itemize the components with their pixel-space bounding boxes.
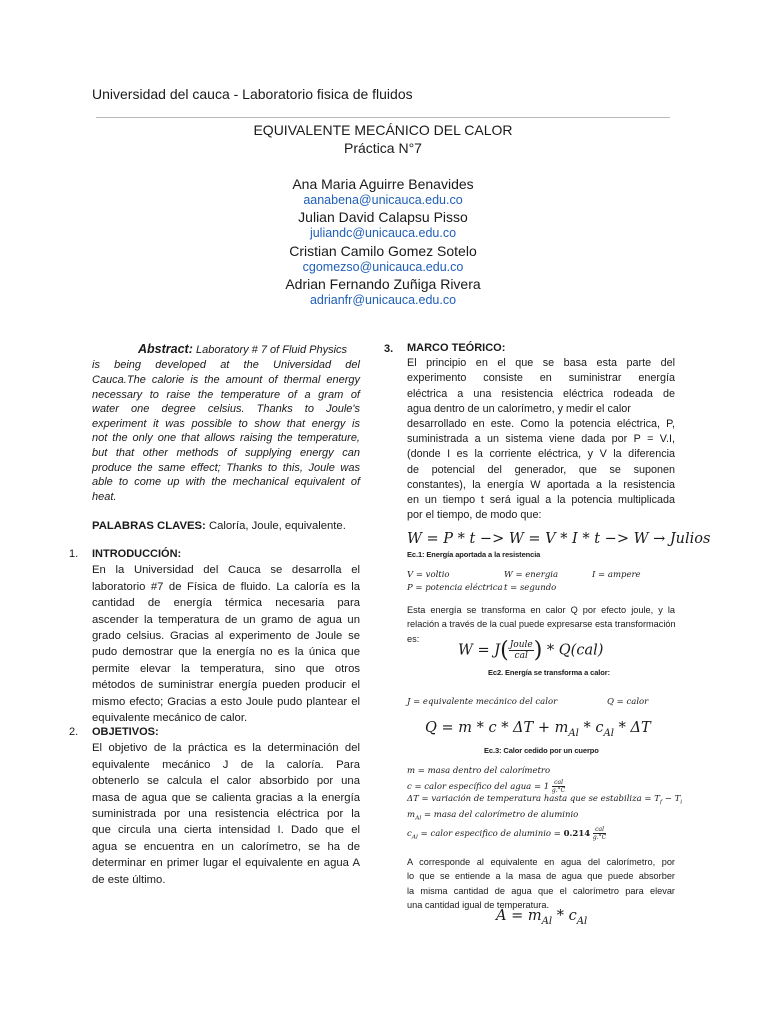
var-definition: I = ampere <box>592 570 641 580</box>
eq3-part: Q = m * c * ΔT + m <box>425 720 569 736</box>
para2-line: Esta energía se transforma en calor Q por efecto joule, y la <box>407 605 675 615</box>
abstract-line: but that other methods of supplying energy can <box>92 446 360 459</box>
eq4-sub: Al <box>541 915 553 927</box>
theory-paragraph-3 <box>407 855 675 913</box>
objectives-section <box>92 724 360 888</box>
var-definition: W = energia <box>504 570 559 580</box>
objectives-line: suministrada por una resistencia eléctrica por la <box>92 808 360 821</box>
abstract-line: necessary to raise the temperature of a gram of <box>92 388 360 401</box>
var-definition: c <box>407 829 412 839</box>
var-definition: P = potencia eléctrica <box>407 583 503 593</box>
author-name: Cristian Camilo Gomez Sotelo <box>289 243 477 259</box>
author-email-link[interactable]: juliandc@unicauca.edu.co <box>309 226 457 240</box>
theory-line: desarrollado en este. Como la potencia eléctrica, P, <box>407 418 675 431</box>
intro-line: laboratorio #7 de Física de fluido. La caloría es la <box>92 580 360 593</box>
subscript: i <box>680 798 683 806</box>
objectives-line: que circula una cierta intensidad I. Dado que el <box>92 824 360 837</box>
var-definition-row <box>407 810 578 822</box>
var-definition: V = voltio <box>407 570 450 580</box>
intro-line: pudo demostrar que la energía no es la única que <box>92 646 360 659</box>
author-name: Julian David Calapsu Pisso <box>298 209 468 225</box>
keywords-label: PALABRAS CLAVES: <box>92 520 206 532</box>
unit-fraction <box>552 779 565 794</box>
theory-line: de potencial del generador, que se suponen <box>407 463 675 476</box>
eq2-fraction <box>509 640 534 661</box>
eq4-part: A = m <box>496 908 542 924</box>
objectives-line: de este último. <box>92 873 166 886</box>
abstract-line: experiment it was possible to show that energy is <box>92 417 360 430</box>
para3-line: A corresponde al equivalente en agua del calorímetro, por <box>407 857 675 867</box>
var-definition: − T <box>662 794 681 804</box>
unit-bottom: g.°C <box>592 834 607 841</box>
subscript: Al <box>411 833 418 841</box>
equation-2: W = J( $\frac{\text{Joule}}{\text{cal}}$ ) * Q(cal) <box>458 638 604 663</box>
paper-title: EQUIVALENTE MECÁNICO DEL CALOR <box>253 122 513 138</box>
objectives-line: obtenerlo se calcula el calor absorbido por una <box>92 775 360 788</box>
theory-section <box>407 341 675 523</box>
objectives-line: equivalente mecánico J de la caloría. Para <box>92 758 360 771</box>
section-number: 3. <box>384 343 394 355</box>
theory-line: por el tiempo, de modo que: <box>407 509 542 522</box>
var-definition: t = segundo <box>504 583 557 593</box>
header-text: Universidad del cauca - Laboratorio fisica de fluidos <box>92 86 413 102</box>
abstract-line: Cauca.The calorie is the amount of thermal energy <box>92 374 360 386</box>
abstract-line: able to come up with the mechanical equivalent of <box>92 476 360 489</box>
intro-line: grado celsius. Gracias al experimento de Joule se <box>92 630 360 643</box>
equation-2-caption: Ec2. Energía se transforma a calor: <box>488 668 610 677</box>
para2-line: es: <box>407 633 420 644</box>
var-definition: J = equivalente mecánico del calor <box>407 697 558 707</box>
theory-line: eléctrica a una resistencia eléctrica rodeada de <box>407 387 675 400</box>
objectives-line: El objetivo de la práctica es la determinación del <box>92 742 360 755</box>
objectives-heading: OBJETIVOS: <box>92 726 159 738</box>
intro-line: mismo efecto; Gracias a esto Joule pudo plantear el <box>92 695 360 708</box>
eq2-left: W = J <box>458 642 501 659</box>
author-email-link[interactable]: adrianfr@unicauca.edu.co <box>309 293 457 307</box>
unit-fraction <box>593 826 606 841</box>
var-definition: m = masa dentro del calorímetro <box>407 766 551 776</box>
var-definition-row <box>407 826 606 841</box>
equation-4 <box>496 908 587 927</box>
theory-line: en un tiempo t será igual a la potencia multiplicada <box>407 494 675 507</box>
unit-top: cal <box>552 779 565 787</box>
theory-line: agua dentro de un calorímetro, y medir el calor <box>407 402 631 415</box>
equation-1: W = P * t −> W = V * I * t −> W → Julios <box>407 531 711 547</box>
author-name: Ana Maria Aguirre Benavides <box>292 176 474 192</box>
equation-1-caption: Ec.1: Energía aportada a la resistencia <box>407 550 541 559</box>
objectives-line: determinar en primer lugar el equivalente en agua A <box>92 857 360 870</box>
unit-top: cal <box>593 826 606 834</box>
intro-section <box>92 546 360 726</box>
theory-line: (donde I es la corriente eléctrica, y V la diferencia <box>407 448 675 461</box>
para3-line: una cantidad igual de temperatura. <box>407 900 549 911</box>
eq2-frac-top: Joule <box>509 640 533 650</box>
paper-subtitle: Práctica N°7 <box>344 140 422 156</box>
keywords-text: Caloría, Joule, equivalente. <box>208 520 346 532</box>
eq4-sub: Al <box>576 915 588 927</box>
var-definition: m <box>407 810 416 820</box>
intro-line: cantidad de energía térmica necesaria para <box>92 597 360 610</box>
var-definition: = calor especifico de aluminio = <box>420 829 564 839</box>
abstract-line: is being developed at the Universidad del <box>92 359 360 372</box>
equation-3-caption: Ec.3: Calor cedido por un cuerpo <box>484 746 599 755</box>
subscript: Al <box>415 814 422 822</box>
para2-line: relación a través de la cual puede expresarse esta transformación <box>407 619 676 630</box>
theory-line: constantes), la energía W aportada a la resistencia <box>407 478 675 491</box>
equation-3 <box>425 720 651 739</box>
para3-line: lo que se entiende a la masa de agua que puede absorber <box>407 871 675 882</box>
var-definition-row <box>407 779 565 794</box>
intro-line: permite elevar la temperatura, sino que otros <box>92 662 360 675</box>
author-name: Adrian Fernando Zuñiga Rivera <box>285 276 481 292</box>
theory-line: El principio en el que se basa esta parte del <box>407 357 675 370</box>
objectives-line: agua se encuentra en un calorímetro, se ha de <box>92 840 360 853</box>
eq3-part: * ΔT <box>614 720 651 736</box>
author-email-link[interactable]: cgomezso@unicauca.edu.co <box>302 260 464 274</box>
intro-line: equivalente mecánico de calor. <box>92 712 248 725</box>
abstract-line: produce the same effect; Thanks to this, Joule was <box>92 461 360 474</box>
abstract-line: not the only one that allows raising the temperature, <box>92 432 360 445</box>
objectives-line: masa de agua que se calienta gracias a la energía <box>92 791 360 804</box>
intro-heading: INTRODUCCIÓN: <box>92 548 182 560</box>
intro-line: métodos de suministrar energía pueden producir el <box>92 679 360 692</box>
var-definition: = masa del calorímetro de aluminio <box>423 810 579 820</box>
abstract-body <box>92 358 360 504</box>
keywords <box>92 518 360 534</box>
theory-heading: MARCO TEÓRICO: <box>407 342 506 354</box>
var-definition: Q = calor <box>607 697 649 707</box>
author-email-link[interactable]: aanabena@unicauca.edu.co <box>303 193 463 207</box>
eq2-frac-bottom: cal <box>514 651 528 661</box>
theory-line: suministrada a un sistema viene dada por P = V.I, <box>407 433 675 446</box>
eq3-sub: Al <box>603 727 615 739</box>
header-rule <box>96 117 670 118</box>
section-number: 1. <box>69 548 79 560</box>
para3-line: la misma cantidad de agua que el calorímetro para elevar <box>407 885 675 896</box>
intro-line: En la Universidad del Cauca se desarrolla el <box>92 564 360 577</box>
specific-heat-value: 0.214 <box>563 829 591 839</box>
intro-line: ascender la temperatura de un gramo de agua un <box>92 613 360 626</box>
eq4-part: * c <box>552 908 577 924</box>
abstract-line: heat. <box>92 490 117 503</box>
abstract-label: Abstract: <box>138 342 193 356</box>
abstract-line: water one degree celsius. Thanks to Joule's <box>92 403 360 416</box>
unit-bottom: g.°C <box>551 787 566 794</box>
theory-line: experimento consiste en suministrar energía <box>407 372 675 385</box>
eq2-right: * Q(cal) <box>546 642 604 659</box>
eq3-part: * c <box>578 720 604 736</box>
abstract-section <box>92 341 360 504</box>
var-definition: ΔT = variación de temperatura hasta que se estabiliza = T <box>407 794 660 804</box>
section-number: 2. <box>69 726 79 738</box>
subscript: f <box>659 798 663 806</box>
abstract-first-line: Laboratory # 7 of Fluid Physics <box>196 344 348 356</box>
var-definition: c = calor específico del agua = 1 <box>407 782 550 792</box>
var-definition-row <box>407 794 682 806</box>
eq3-sub: Al <box>568 727 579 739</box>
